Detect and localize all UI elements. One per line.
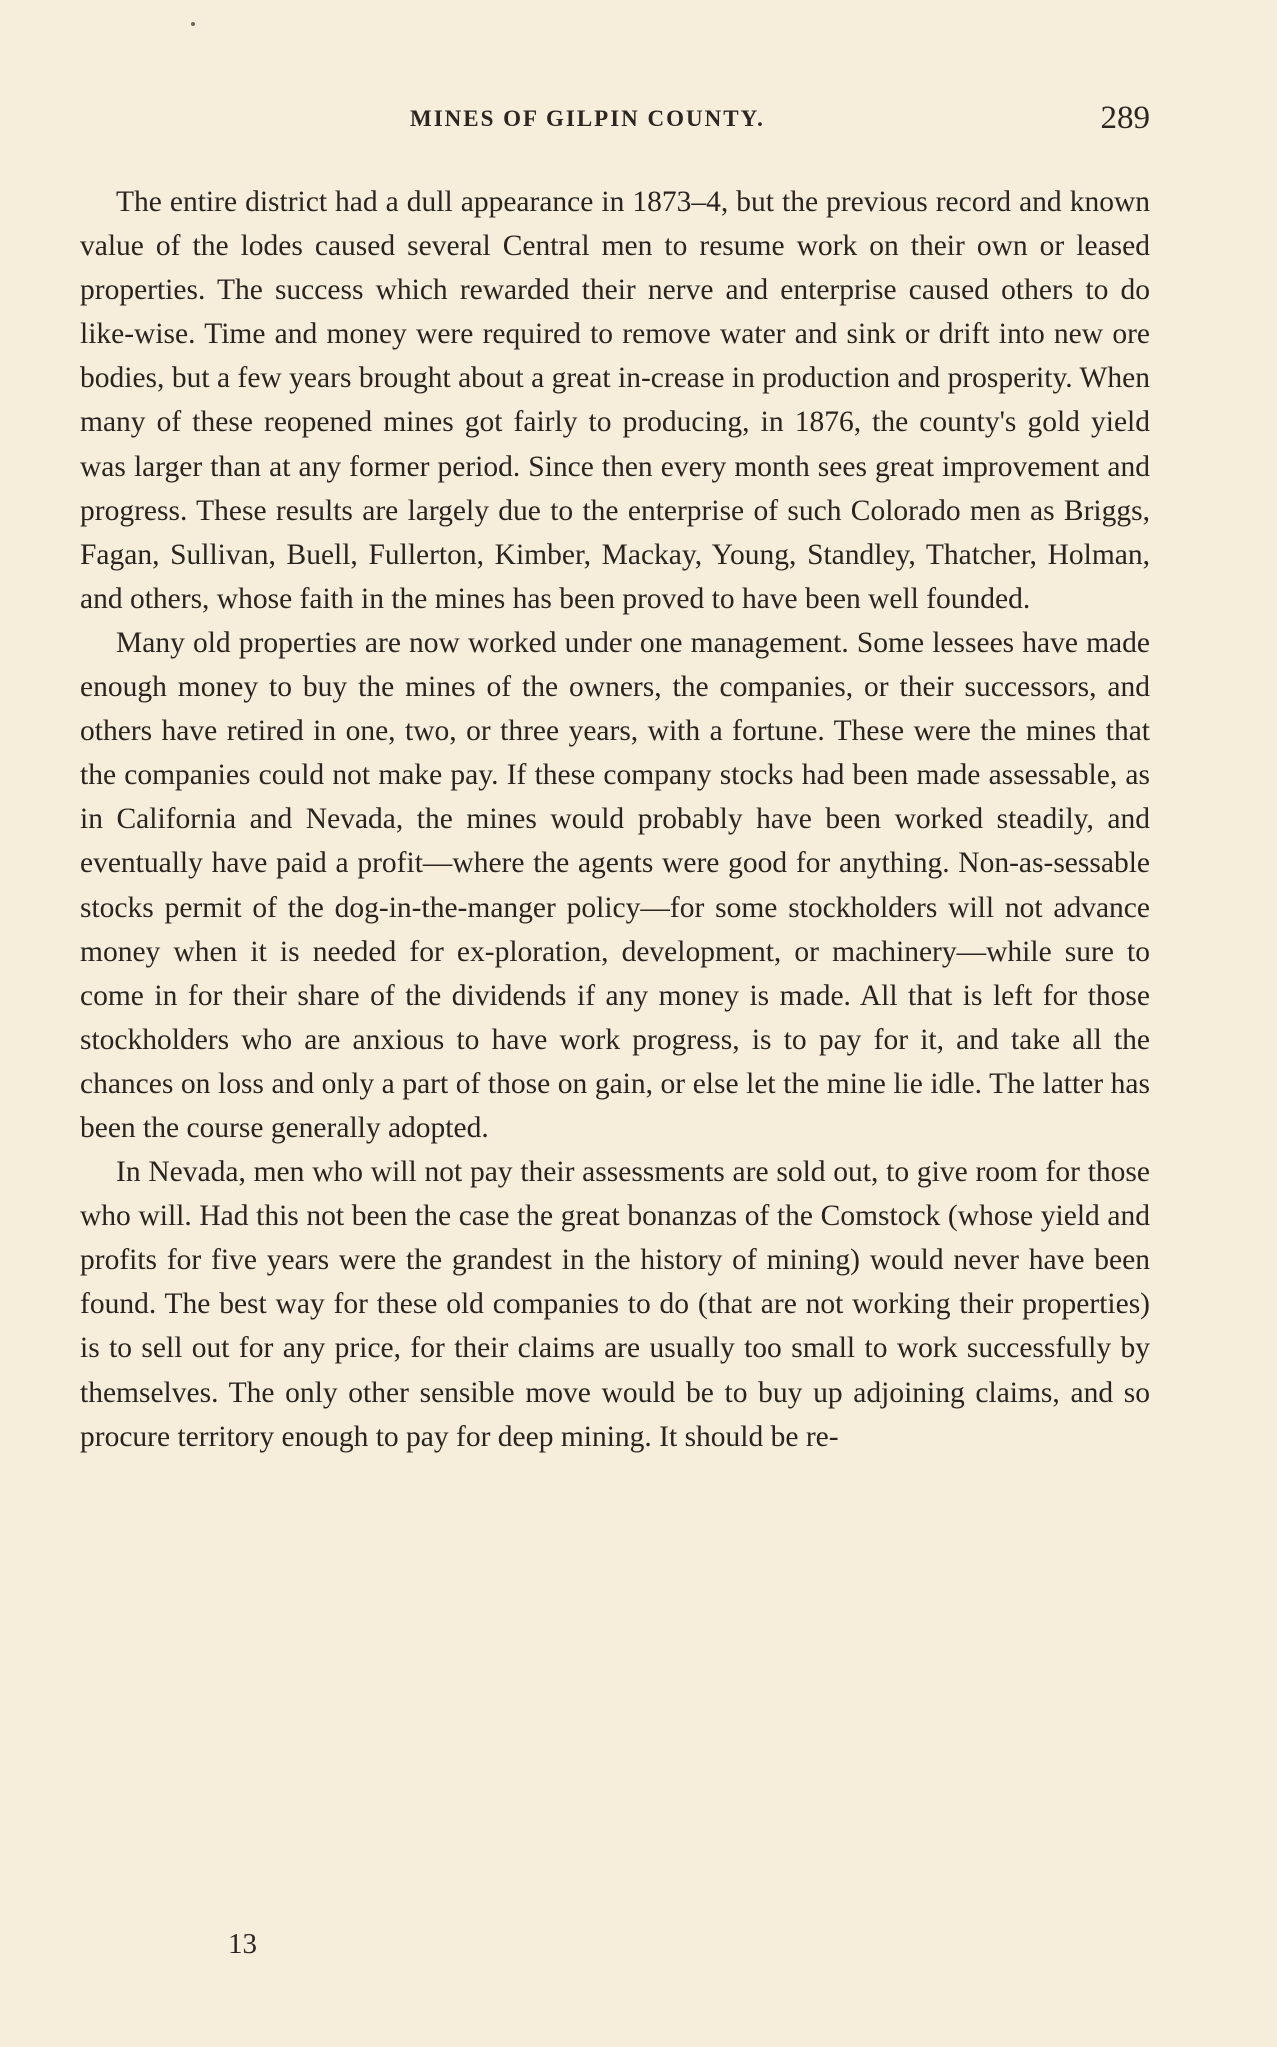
running-title: MINES OF GILPIN COUNTY. (410, 106, 765, 131)
ink-speck (191, 22, 195, 26)
paragraph-2: Many old properties are now worked under one management. Some lessees have made enough money to buy the mines of the owners, the companies, or their successors, and others have retired in one, two, or three years, with a fortune. These were the mines that the companies could not make pay. If these company stocks had been made assessable, as in California and Nevada, the mines would probably have been worked steadily, and eventually have paid a profit—where the agents were good for anything. Non-as-sessable stocks permit of the dog-in-the-manger policy—for some stockholders will not advance money when it is needed for ex-ploration, development, or machinery—while sure to come in for their share of the dividends if any money is made. All that is left for those stockholders who are anxious to have work progress, is to pay for it, and take all the chances on loss and only a part of those on gain, or else let the mine lie idle. The latter has been the course generally adopted. (80, 626, 1150, 1144)
page-number: 289 (1100, 100, 1150, 136)
paragraph-1: The entire district had a dull appearance in 1873–4, but the previous record and known value of the lodes caused several Central men to resume work on their own or leased properties. The success which rewarded their nerve and enterprise caused others to do like-wise. Time and money were required to remove water and sink or drift into new ore bodies, but a few years brought about a great in-crease in production and prosperity. When many of these reopened mines got fairly to producing, in 1876, the county's gold yield was larger than at any former period. Since then every month sees great improvement and progress. These results are largely due to the enterprise of such Colorado men as Briggs, Fagan, Sullivan, Buell, Fullerton, Kimber, Mackay, Young, Standley, Thatcher, Holman, and others, whose faith in the mines has been proved to have been well founded. (80, 186, 1150, 615)
body-text (80, 180, 1150, 1459)
signature-mark: 13 (228, 1928, 257, 1960)
running-head (80, 100, 1150, 140)
paragraph-3: In Nevada, men who will not pay their assessments are sold out, to give room for those who will. Had this not been the case the great bonanzas of the Comstock (whose yield and profits for five years were the grandest in the history of mining) would never have been found. The best way for these old companies to do (that are not working their properties) is to sell out for any price, for their claims are usually too small to work successfully by themselves. The only other sensible move would be to buy up adjoining claims, and so procure territory enough to pay for deep mining. It should be re- (80, 1156, 1150, 1453)
